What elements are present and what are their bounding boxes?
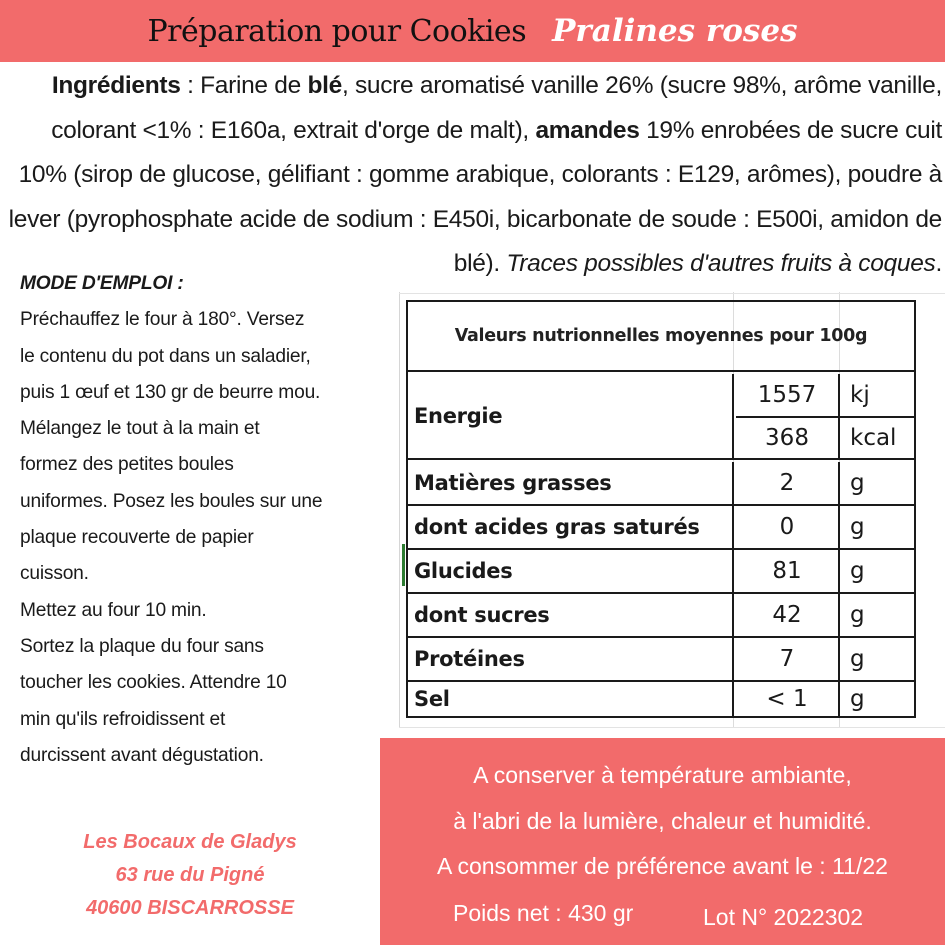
instructions-line: toucher les cookies. Attendre 10 — [20, 672, 287, 694]
table-row-energy — [408, 374, 914, 460]
instructions-line: cuisson. — [20, 563, 89, 585]
nutrition-header: Valeurs nutrionnelles moyennes pour 100g — [408, 302, 914, 372]
traces-note: Traces possibles d'autres fruits à coques — [506, 250, 936, 277]
instructions-title: MODE D'EMPLOI : — [20, 273, 184, 294]
nutrient-label: Protéines — [408, 638, 734, 680]
product-variant: Pralines roses — [552, 13, 798, 49]
producer-street: 63 rue du Pigné — [115, 864, 265, 886]
table-row — [408, 638, 914, 682]
energy-label: Energie — [408, 374, 734, 458]
product-title: Préparation pour Cookies — [147, 13, 527, 49]
nutrient-label: dont acides gras saturés — [408, 506, 734, 548]
net-weight: Poids net : 430 gr — [453, 900, 634, 926]
grid-line — [399, 727, 945, 728]
nutrient-unit: g — [850, 686, 865, 712]
ingredients-part: : Farine de — [180, 72, 308, 99]
energy-kj-value: 1557 — [736, 374, 840, 416]
nutrient-unit: g — [850, 514, 865, 540]
nutrient-unit: g — [850, 558, 865, 584]
instructions-line: Sortez la plaque du four sans — [20, 635, 264, 657]
instructions-line: Préchauffez le four à 180°. Versez — [20, 309, 305, 331]
ingredients-end: . — [935, 250, 942, 277]
instructions-line: le contenu du pot dans un saladier, — [20, 345, 311, 367]
ingredients-label: Ingrédients — [51, 72, 181, 99]
nutrient-value: 81 — [736, 550, 840, 592]
energy-kj-unit: kj — [850, 382, 870, 408]
instructions-line: Mélangez le tout à la main et — [20, 418, 260, 440]
nutrient-unit: g — [850, 646, 865, 672]
cell-selection-marker — [402, 544, 405, 586]
nutrient-value: 7 — [736, 638, 840, 680]
ingredients-part: , sucre aromatisé vanille 26% (sucre 98%, arôme vanille, colorant <1% : E160a, extrait d'orge de malt), — [51, 72, 942, 144]
allergen-amandes: amandes — [535, 116, 640, 144]
storage-line: A conserver à température ambiante, — [473, 762, 852, 788]
table-row — [408, 594, 914, 638]
storage-line: à l'abri de la lumière, chaleur et humidité. — [453, 808, 872, 834]
nutrient-value: 0 — [736, 506, 840, 548]
producer-address — [40, 826, 340, 925]
instructions-line: formez des petites boules — [20, 454, 234, 476]
nutrition-table — [406, 300, 916, 718]
nutrient-unit: g — [850, 470, 865, 496]
table-row — [408, 462, 914, 506]
instructions-line: puis 1 œuf et 130 gr de beurre mou. — [20, 381, 321, 403]
table-row — [408, 506, 914, 550]
producer-name: Les Bocaux de Gladys — [83, 831, 297, 853]
instructions — [20, 266, 380, 774]
table-row — [408, 682, 914, 716]
nutrient-label: Matières grasses — [408, 462, 734, 504]
nutrient-label: dont sucres — [408, 594, 734, 636]
storage-footer — [380, 898, 945, 932]
ingredients-part: 19% enrobées de sucre cuit 10% (sirop de glucose, gélifiant : gomme arabique, colorants : E129, arômes), poudre à lever (pyrophosphate acide de sodium : E450i, bicarbonate de soude : E500i, amidon de blé). — [8, 116, 942, 277]
instructions-line: Mettez au four 10 min. — [20, 599, 207, 621]
instructions-line: durcissent avant dégustation. — [20, 744, 264, 766]
best-before: A consommer de préférence avant le : 11/22 — [437, 853, 888, 879]
energy-kcal-value: 368 — [736, 418, 840, 458]
instructions-line: min qu'ils refroidissent et — [20, 708, 226, 730]
nutrient-label: Glucides — [408, 550, 734, 592]
nutrient-value: 2 — [736, 462, 840, 504]
lot-number: Lot N° 2022302 — [703, 904, 864, 930]
ingredients-text — [4, 64, 942, 287]
allergen-ble: blé — [307, 72, 342, 99]
energy-kcal-unit: kcal — [850, 425, 897, 451]
instructions-line: uniformes. Posez les boules sur une — [20, 490, 323, 512]
nutrient-value: < 1 — [736, 682, 840, 716]
storage-box — [380, 738, 945, 945]
producer-city: 40600 BISCARROSSE — [86, 897, 294, 919]
table-row — [408, 550, 914, 594]
instructions-line: plaque recouverte de papier — [20, 527, 254, 549]
grid-line — [399, 293, 945, 294]
nutrient-value: 42 — [736, 594, 840, 636]
nutrient-unit: g — [850, 602, 865, 628]
nutrient-label: Sel — [408, 682, 734, 716]
title-bar — [0, 0, 945, 62]
